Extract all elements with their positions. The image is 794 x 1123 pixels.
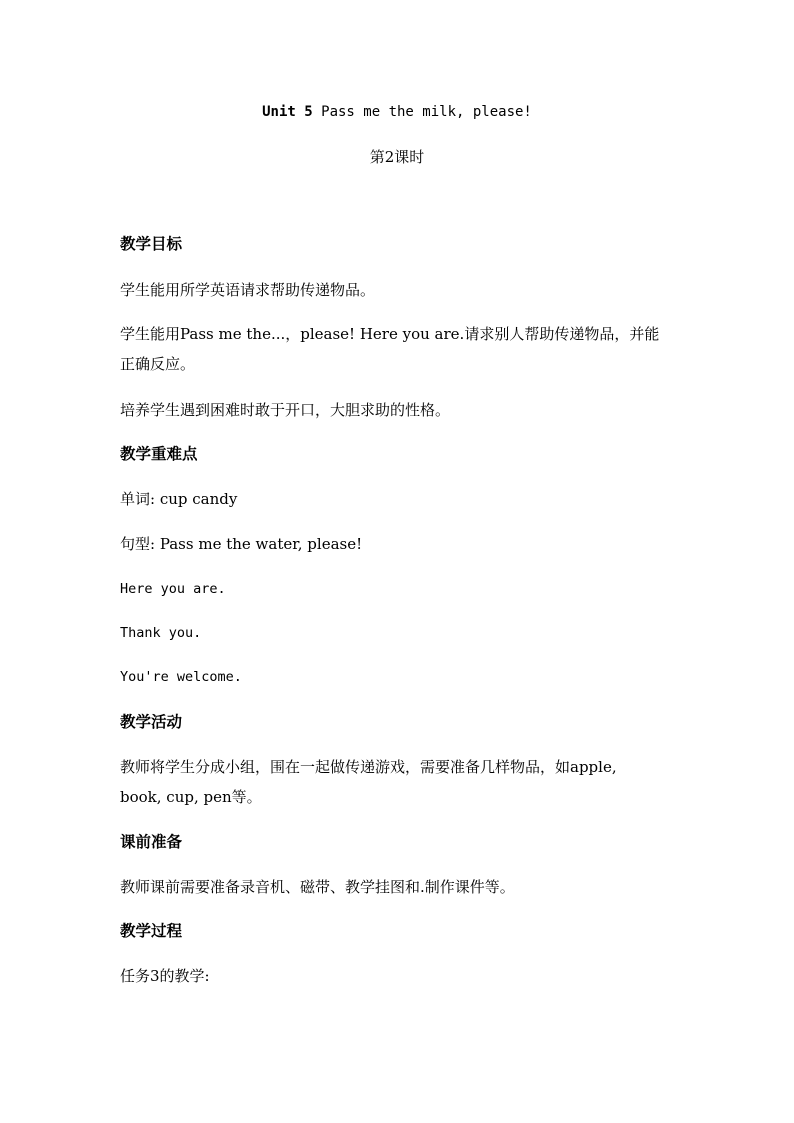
- sentence-line-2: Here you are.: [120, 581, 226, 597]
- title-rest: Pass me the milk, please!: [321, 104, 532, 120]
- activity-line-2: book, cup, pen等。: [120, 788, 262, 806]
- activities-heading: 教学活动: [120, 712, 183, 731]
- key-points-heading: 教学重难点: [120, 444, 198, 463]
- activity-line-1: 教师将学生分成小组，围在一起做传递游戏，需要准备几样物品，如apple,: [120, 758, 617, 776]
- objective-3: 培养学生遇到困难时敢于开口，大胆求助的性格。: [120, 401, 451, 419]
- preparation-text: 教师课前需要准备录音机、磁带、教学挂图和.制作课件等。: [120, 878, 515, 896]
- process-text: 任务3的教学:: [120, 967, 210, 985]
- objective-2-line-2: 正确反应。: [120, 355, 196, 373]
- objectives-heading: 教学目标: [120, 234, 183, 253]
- objective-2-line-1: 学生能用Pass me the...，please! Here you are.请求别人帮助传递物品，并能: [120, 325, 660, 343]
- title-unit: Unit 5: [262, 104, 313, 120]
- sentence-line-1: 句型: Pass me the water, please!: [120, 535, 363, 553]
- process-heading: 教学过程: [120, 921, 183, 940]
- words-line: 单词: cup candy: [120, 490, 238, 508]
- document-title: [0, 102, 794, 122]
- sentence-line-4: You're welcome.: [120, 669, 242, 685]
- preparation-heading: 课前准备: [120, 832, 183, 851]
- objective-1: 学生能用所学英语请求帮助传递物品。: [120, 281, 376, 299]
- document-subtitle: 第2课时: [369, 148, 425, 166]
- sentence-line-3: Thank you.: [120, 625, 202, 641]
